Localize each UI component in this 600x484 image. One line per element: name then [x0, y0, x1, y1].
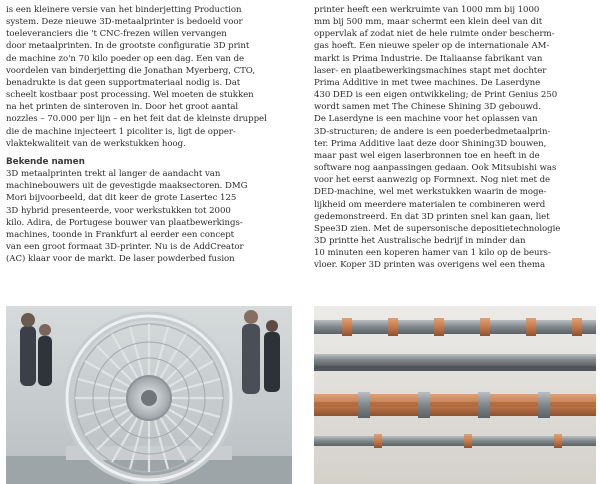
- body-line: printer heeft een werkruimte van 1000 mm bij 1000: [314, 5, 540, 15]
- bar-bottom: [314, 392, 596, 418]
- body-line: die de machine injecteert 1 picoliter is, ligt de opper-: [6, 126, 236, 137]
- body-line: voordelen van binderjetting die Jonathan Myerberg, CTO,: [6, 65, 255, 76]
- body-line: Prima Additive in met twee machines. De Laserdyne: [314, 77, 541, 88]
- body-line: lijkheid om meerdere materialen te combineren werd: [314, 199, 546, 210]
- body-line: software nog aanpassingen gedaan. Ook Mitsubishi was: [314, 163, 557, 174]
- body-line: mm bij 500 mm, maar schermt een klein deel van dit: [314, 17, 543, 28]
- body-line: de machine zo'n 70 kilo poeder op een dag. Een van de: [6, 53, 245, 64]
- copper-bars-illustration: [314, 306, 596, 484]
- body-line: is een kleinere versie van het binderjetting Production: [6, 5, 242, 15]
- left-column: [6, 4, 292, 265]
- body-line: scheelt kostbaar post processing. Wel moeten de stukken: [6, 90, 254, 101]
- printed-wheel-illustration: [6, 306, 292, 484]
- body-line: van een groot formaat 3D-printer. Nu is de AddCreator: [6, 241, 244, 252]
- body-line: machinebouwers uit de gevestigde maaksectoren. DMG: [6, 181, 248, 192]
- photo-printed-wheel: [6, 306, 292, 484]
- body-line: vloer. Koper 3D printen was overigens wel een thema: [314, 260, 546, 271]
- body-line: na het printen de sinteroven in. Door het groot aantal: [6, 102, 239, 113]
- body-line: machines, toonde in Frankfurt al eerder een concept: [6, 229, 235, 240]
- bar-top: [314, 318, 596, 336]
- body-line: De Laserdyne is een machine voor het oplassen van: [314, 114, 538, 125]
- bar-lower: [314, 434, 596, 448]
- body-line: door metaalprinten. In de grootste configuratie 3D print: [6, 41, 250, 52]
- body-line: toeleveranciers die 't CNC-frezen willen vervangen: [6, 29, 227, 40]
- body-line: Mori bijvoorbeeld, dat dit keer de grote Lasertec 125: [6, 193, 237, 204]
- body-line: 3D-structuren; de andere is een poederbedmetaalprin-: [314, 126, 551, 137]
- body-line: 3D metaalprinten trekt al langer de aandacht van: [6, 169, 221, 180]
- body-line: DED-machine, wel met werkstukken waarin de moge-: [314, 187, 547, 198]
- wheel: [67, 316, 231, 480]
- body-line: gas hoeft. Een nieuwe speler op de internationale AM-: [314, 41, 550, 52]
- body-line: system. Deze nieuwe 3D-metaalprinter is bedoeld voor: [6, 17, 243, 28]
- body-line: oppervlak af zodat niet de hele ruimte onder bescherm-: [314, 29, 555, 40]
- body-line: vlaktekwaliteit van de werkstukken hoog.: [6, 138, 186, 149]
- body-line: markt is Prima Industrie. De Italiaanse fabrikant van: [314, 53, 543, 64]
- body-line: 3D hybrid presenteerde, voor werkstukken tot 2000: [6, 205, 231, 216]
- body-line: benadrukte is dat geen supportmateriaal nodig is. Dat: [6, 77, 241, 88]
- body-line: laser- en plaatbewerkingsmachines stapt met dochter: [314, 65, 547, 76]
- body-line: gedemonstreerd. En dat 3D printen snel kan gaan, liet: [314, 211, 550, 222]
- body-line: 3D printte het Australische bedrijf in minder dan: [314, 235, 526, 246]
- section-heading: Bekende namen: [6, 156, 85, 167]
- bar-middle: [314, 354, 596, 371]
- body-line: wordt samen met The Chinese Shining 3D gebouwd.: [314, 102, 541, 113]
- body-line: Spee3D zien. Met de supersonische depositietechnologie: [314, 223, 561, 234]
- body-line: voor het eerst aanwezig op Formnext. Nog niet met de: [314, 175, 551, 186]
- body-line: ter. Prima Additive laat deze door Shining3D bouwen,: [314, 138, 547, 149]
- body-line: 10 minuten een koperen hamer van 1 kilo op de beurs-: [314, 248, 551, 259]
- body-line: maar past wel eigen laserbronnen toe en heeft in de: [314, 150, 540, 161]
- body-line: 430 DED is een eigen ontwikkeling; de Print Genius 250: [314, 90, 558, 101]
- body-line: (AC) klaar voor de markt. De laser powderbed fusion: [6, 254, 235, 265]
- right-column: [314, 4, 596, 271]
- body-line: kilo. Adira, de Portugese bouwer van plaatbewerkings-: [6, 217, 243, 228]
- body-line: nozzles – 70.000 per lijn – en het feit dat de kleinste druppel: [6, 114, 267, 125]
- photo-copper-bars: [314, 306, 596, 484]
